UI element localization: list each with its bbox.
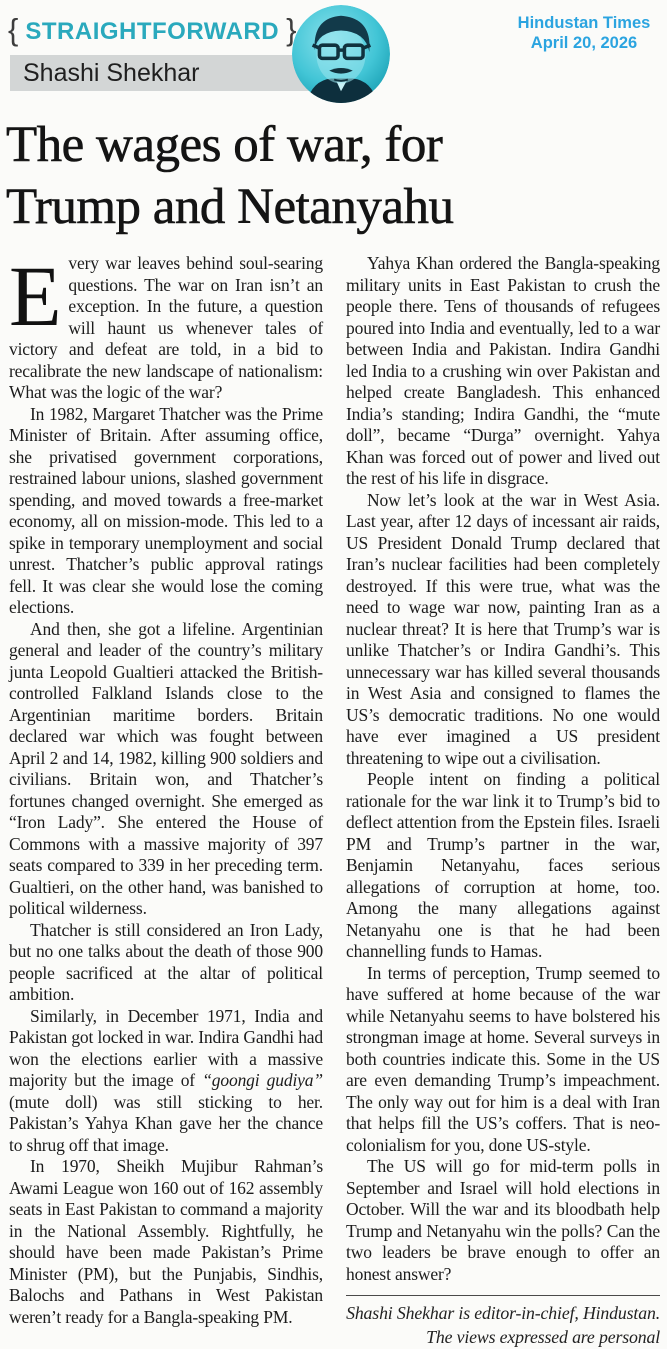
publication-date: April 20, 2026 [530, 34, 638, 52]
paragraph-lead [9, 248, 323, 404]
close-brace: } [286, 12, 297, 47]
footnote-divider [346, 1295, 660, 1296]
publication-name: Hindustan Times [517, 14, 651, 32]
author-name: Shashi Shekhar [23, 58, 200, 87]
masthead [0, 0, 667, 104]
publication-date-block [505, 13, 663, 53]
column-right [346, 253, 660, 1349]
headline [6, 114, 663, 238]
paragraph-segment: Similarly, in December 1971, India and Pakistan got locked in war. Indira Gandhi had won the elections earlier with a massive majority but the image of [9, 1005, 324, 1090]
author-name-bar [10, 55, 340, 91]
paragraph: In terms of perception, Trump seemed to have suffered at home because of the war while Netanyahu seems to have bolstered his strongman image at home. Several surveys in both countries indicate this. Some in the US are even demanding Trump’s impeachment. The only way out for him is a deal with Iran that helps fill the US’s coffers. That is neo-colonialism for you, done US-style. [346, 962, 660, 1155]
paragraph: The US will go for mid-term polls in September and Israel will hold elections in October. Will the war and its bloodbath help Trump and Netanyahu win the polls? Can the two leaders be brave enough to offer an honest answer? [346, 1156, 660, 1284]
author-footnote: Shashi Shekhar is editor-in-chief, Hindustan. The views expressed are personal [346, 1303, 660, 1347]
paragraph: In 1970, Sheikh Mujibur Rahman’s Awami League won 160 out of 162 assembly seats in East Pakistan to command a majority in the National Assembly. Rightfully, he should have been made Pakistan’s Prime Minister (PM), but the Punjabis, Sindhis, Balochs and Pathans in West Pakistan weren’t ready for a Bangla-speaking PM. [9, 1156, 323, 1327]
paragraph: Thatcher is still considered an Iron Lady, but no one talks about the death of those 900 people sacrificed at the altar of political ambition. [9, 919, 323, 1004]
open-brace: { [8, 12, 19, 47]
author-portrait-illustration [292, 5, 390, 103]
author-portrait-icon [292, 5, 390, 103]
paragraph-lead-text: very war leaves behind soul-searing questions. The war on Iran isn’t an exception. In the future, a question will haunt us whenever tales of victory and defeat are told, in a bid to recalibrate the new landscape of nationalism: What was the logic of the war? [9, 253, 323, 402]
paragraph: People intent on finding a political rationale for the war link it to Trump’s bid to deflect attention from the Epstein files. Israeli PM and Trump’s partner in the war, Benjamin Netanyahu, faces serious allegations of corruption at home, too. Among the many allegations against Netanyahu one is that he had been channelling funds to Hamas. [346, 769, 660, 961]
headline-line-2: Trump and Netanyahu [6, 179, 454, 235]
column-brand [8, 14, 296, 49]
column-brand-label: STRAIGHTFORWARD [25, 17, 280, 45]
article-body [0, 248, 667, 1349]
italic-phrase: “goongi gudiya” [202, 1070, 323, 1090]
paragraph: And then, she got a lifeline. Argentinian general and leader of the country’s military junta Leopold Gualtieri attacked the British-controlled Falkland Islands close to the Argentinian maritime borders. Britain declared war which was fought between April 2 and 14, 1982, killing 900 soldiers and civilians. Britain won, and Thatcher’s fortunes changed overnight. She emerged as “Iron Lady”. She entered the House of Commons with a massive majority of 397 seats compared to 339 in her preceding term. Gualtieri, on the other hand, was banished to political wilderness. [9, 618, 323, 918]
paragraph-segment: (mute doll) was still sticking to her. Pakistan’s Yahya Khan gave her the chance to shrug off that image. [9, 1091, 323, 1155]
column-left [9, 248, 324, 1349]
paragraph: Now let’s look at the war in West Asia. Last year, after 12 days of incessant air raids, US President Donald Trump declared that Iran’s nuclear facilities had been completely destroyed. If this were true, what was the need to wage war now, painting Iran as a nuclear threat? It is here that Trump’s war is unlike Thatcher’s or Indira Gandhi’s. This unnecessary war has killed several thousands in West Asia and consigned to flames the US’s democratic traditions. No one would have ever imagined a US president threatening to wipe out a civilisation. [346, 489, 660, 768]
paragraph: Yahya Khan ordered the Bangla-speaking military units in East Pakistan to crush the people there. Tens of thousands of refugees poured into India and eventually, led to a war between India and Pakistan. Indira Gandhi led India to a crushing win over Pakistan and helped create Bangladesh. This enhanced India’s standing; Indira Gandhi, the “mute doll”, became “Durga” overnight. Yahya Khan was forced out of power and lived out the rest of his life in disgrace. [346, 253, 660, 488]
paragraph: In 1982, Margaret Thatcher was the Prime Minister of Britain. After assuming office, she privatised government corporations, restrained labour unions, slashed government spending, and moved towards a free-market economy, all on mission-mode. This led to a spike in temporary unemployment and social unrest. Thatcher’s public approval ratings fell. It was clear she would lose the coming elections. [9, 403, 323, 617]
headline-line-1: The wages of war, for [6, 117, 443, 173]
drop-cap: E [9, 248, 62, 344]
paragraph [9, 1006, 323, 1157]
